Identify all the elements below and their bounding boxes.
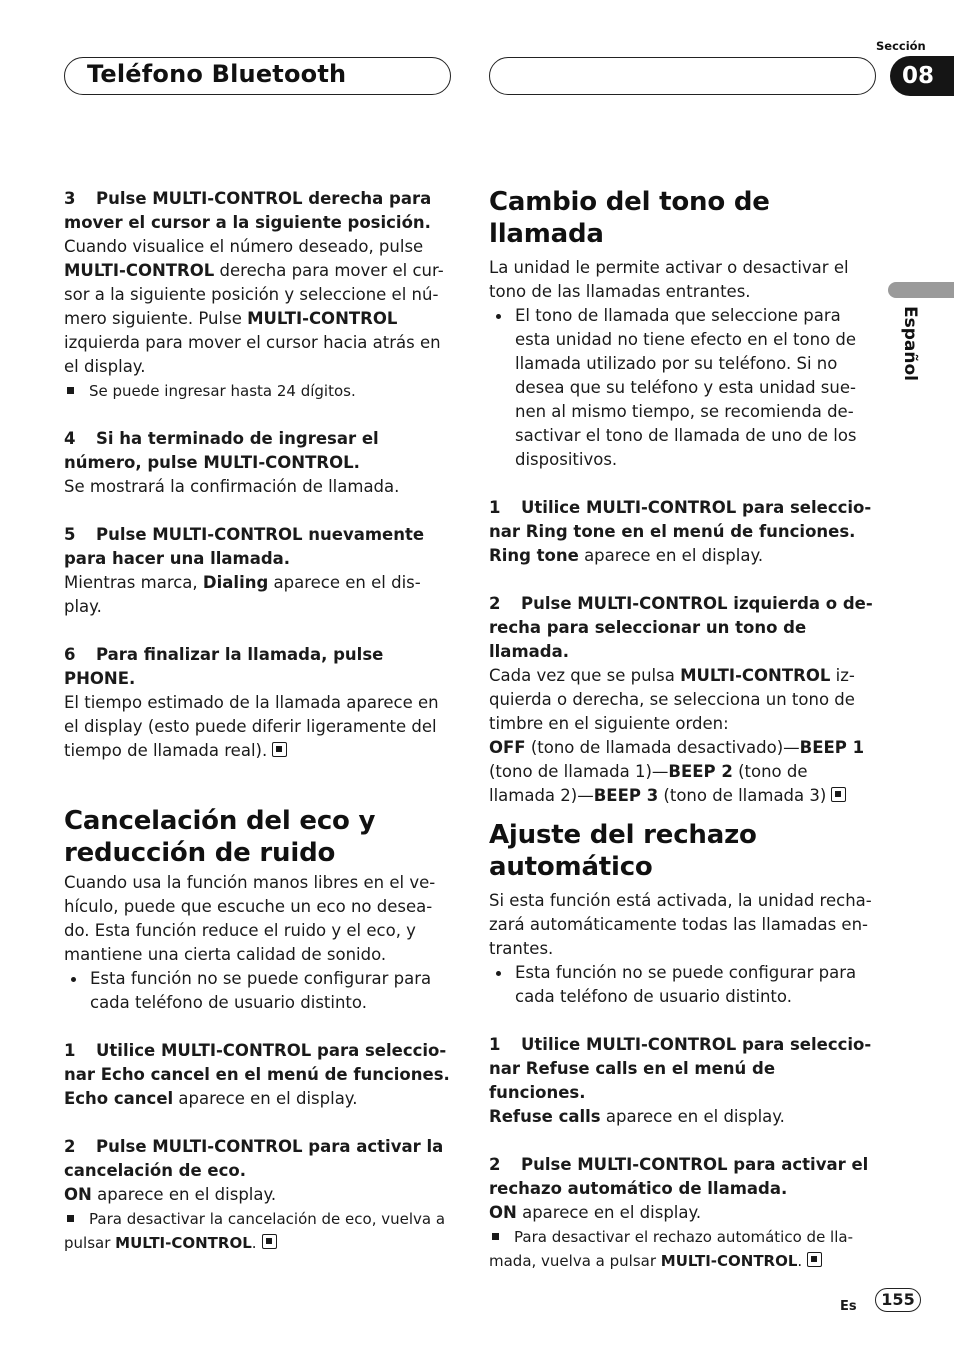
step-6-body: El tiempo estimado de la llamada aparece en el display (esto puede diferir ligeramente del tiempo de llamada real).	[64, 693, 439, 760]
echo-step-2-body: ON aparece en el display.	[64, 1185, 277, 1204]
section-label: Sección	[876, 39, 926, 53]
header-empty-box	[489, 57, 876, 95]
ring-bullet: El tono de llamada que seleccione para esta unidad no tiene efecto en el tono de llamada utilizado por su teléfono. Si no desea que su teléfono y esta unidad sue-nen al mismo tiempo, se recomienda de-sactivar el tono de llamada de uno de los dispositivos.	[489, 304, 875, 472]
echo-note: Para desactivar la cancelación de eco, vuelva a pulsar MULTI-CONTROL.	[64, 1210, 446, 1252]
reject-intro: Si esta función está activada, la unidad recha-zará automáticamente todas las llamadas en-trantes.	[489, 891, 872, 958]
section-number-badge: 08	[890, 56, 954, 96]
left-column	[64, 187, 450, 763]
ring-step-2-title: 2 Pulse MULTI-CONTROL izquierda o de-recha para seleccionar un tono de llamada.	[489, 594, 873, 661]
ring-heading: Cambio del tono de llamada	[489, 187, 770, 249]
ring-step-2-body: Cada vez que se pulsa MULTI-CONTROL iz-quierda o derecha, se selecciona un tono de timbre en el siguiente orden:	[489, 666, 855, 733]
end-of-section-icon	[272, 742, 287, 757]
footer-language: Es	[840, 1299, 857, 1314]
ring-step-1-title: 1 Utilice MULTI-CONTROL para seleccio-nar Ring tone en el menú de funciones.	[489, 498, 872, 541]
header-title: Teléfono Bluetooth	[87, 60, 347, 88]
step-5-title: 5 Pulse MULTI-CONTROL nuevamente para hacer una llamada.	[64, 525, 425, 568]
echo-step-1-body: Echo cancel aparece en el display.	[64, 1089, 358, 1108]
reject-step-1-title: 1 Utilice MULTI-CONTROL para seleccio-nar Refuse calls en el menú de funciones.	[489, 1035, 872, 1102]
note-square-icon	[492, 1233, 499, 1240]
page-number: 155	[875, 1288, 921, 1312]
reject-bullet: Esta función no se puede configurar para cada teléfono de usuario distinto.	[489, 961, 875, 1009]
step-5-body: Mientras marca, Dialing aparece en el dis-play.	[64, 573, 421, 616]
ring-section	[489, 186, 875, 808]
echo-step-2-title: 2 Pulse MULTI-CONTROL para activar la cancelación de eco.	[64, 1137, 444, 1180]
echo-intro: Cuando usa la función manos libres en el ve-hículo, puede que escuche un eco no desea-do. Esta función reduce el ruido y el eco, y mantiene una cierta calidad de sonido.	[64, 873, 436, 964]
note-square-icon	[67, 387, 74, 394]
step-6-title: 6 Para finalizar la llamada, pulse PHONE.	[64, 645, 384, 688]
note-square-icon	[67, 1215, 74, 1222]
end-of-section-icon	[807, 1252, 822, 1267]
ring-intro: La unidad le permite activar o desactivar el tono de las llamadas entrantes.	[489, 258, 849, 301]
language-tab-bar	[888, 282, 954, 298]
end-of-section-icon	[831, 787, 846, 802]
echo-section	[64, 805, 450, 1255]
reject-section	[489, 819, 875, 1273]
step-4-body: Se mostrará la confirmación de llamada.	[64, 477, 400, 496]
step-3-note: Se puede ingresar hasta 24 dígitos.	[64, 379, 450, 403]
step-4-title: 4 Si ha terminado de ingresar el número, pulse MULTI-CONTROL.	[64, 429, 379, 472]
echo-step-1-title: 1 Utilice MULTI-CONTROL para seleccio-nar Echo cancel en el menú de funciones.	[64, 1041, 450, 1084]
ring-sequence: OFF (tono de llamada desactivado)—BEEP 1 (tono de llamada 1)—BEEP 2 (tono de llamada 2)—BEEP 3 (tono de llamada 3)	[489, 738, 865, 805]
reject-heading: Ajuste del rechazo automático	[489, 820, 757, 882]
reject-step-2-body: ON aparece en el display.	[489, 1203, 702, 1222]
ring-step-1-body: Ring tone aparece en el display.	[489, 546, 764, 565]
end-of-section-icon	[262, 1234, 277, 1249]
reject-step-2-title: 2 Pulse MULTI-CONTROL para activar el rechazo automático de llamada.	[489, 1155, 869, 1198]
step-3-title: 3 Pulse MULTI-CONTROL derecha para mover el cursor a la siguiente posición.	[64, 189, 432, 232]
header-title-box	[64, 57, 451, 95]
echo-bullet: Esta función no se puede configurar para cada teléfono de usuario distinto.	[64, 967, 450, 1015]
reject-step-1-body: Refuse calls aparece en el display.	[489, 1107, 785, 1126]
language-tab-label: Español	[900, 306, 920, 381]
step-3-body: Cuando visualice el número deseado, pulse MULTI-CONTROL derecha para mover el cur-sor a la siguiente posición y seleccione el nú-mero siguiente. Pulse MULTI-CONTROL izquierda para mover el cursor hacia atrás en el display.	[64, 237, 444, 376]
reject-note: Para desactivar el rechazo automático de lla-mada, vuelva a pulsar MULTI-CONTROL.	[489, 1228, 854, 1270]
echo-heading: Cancelación del eco y reducción de ruido	[64, 806, 376, 868]
